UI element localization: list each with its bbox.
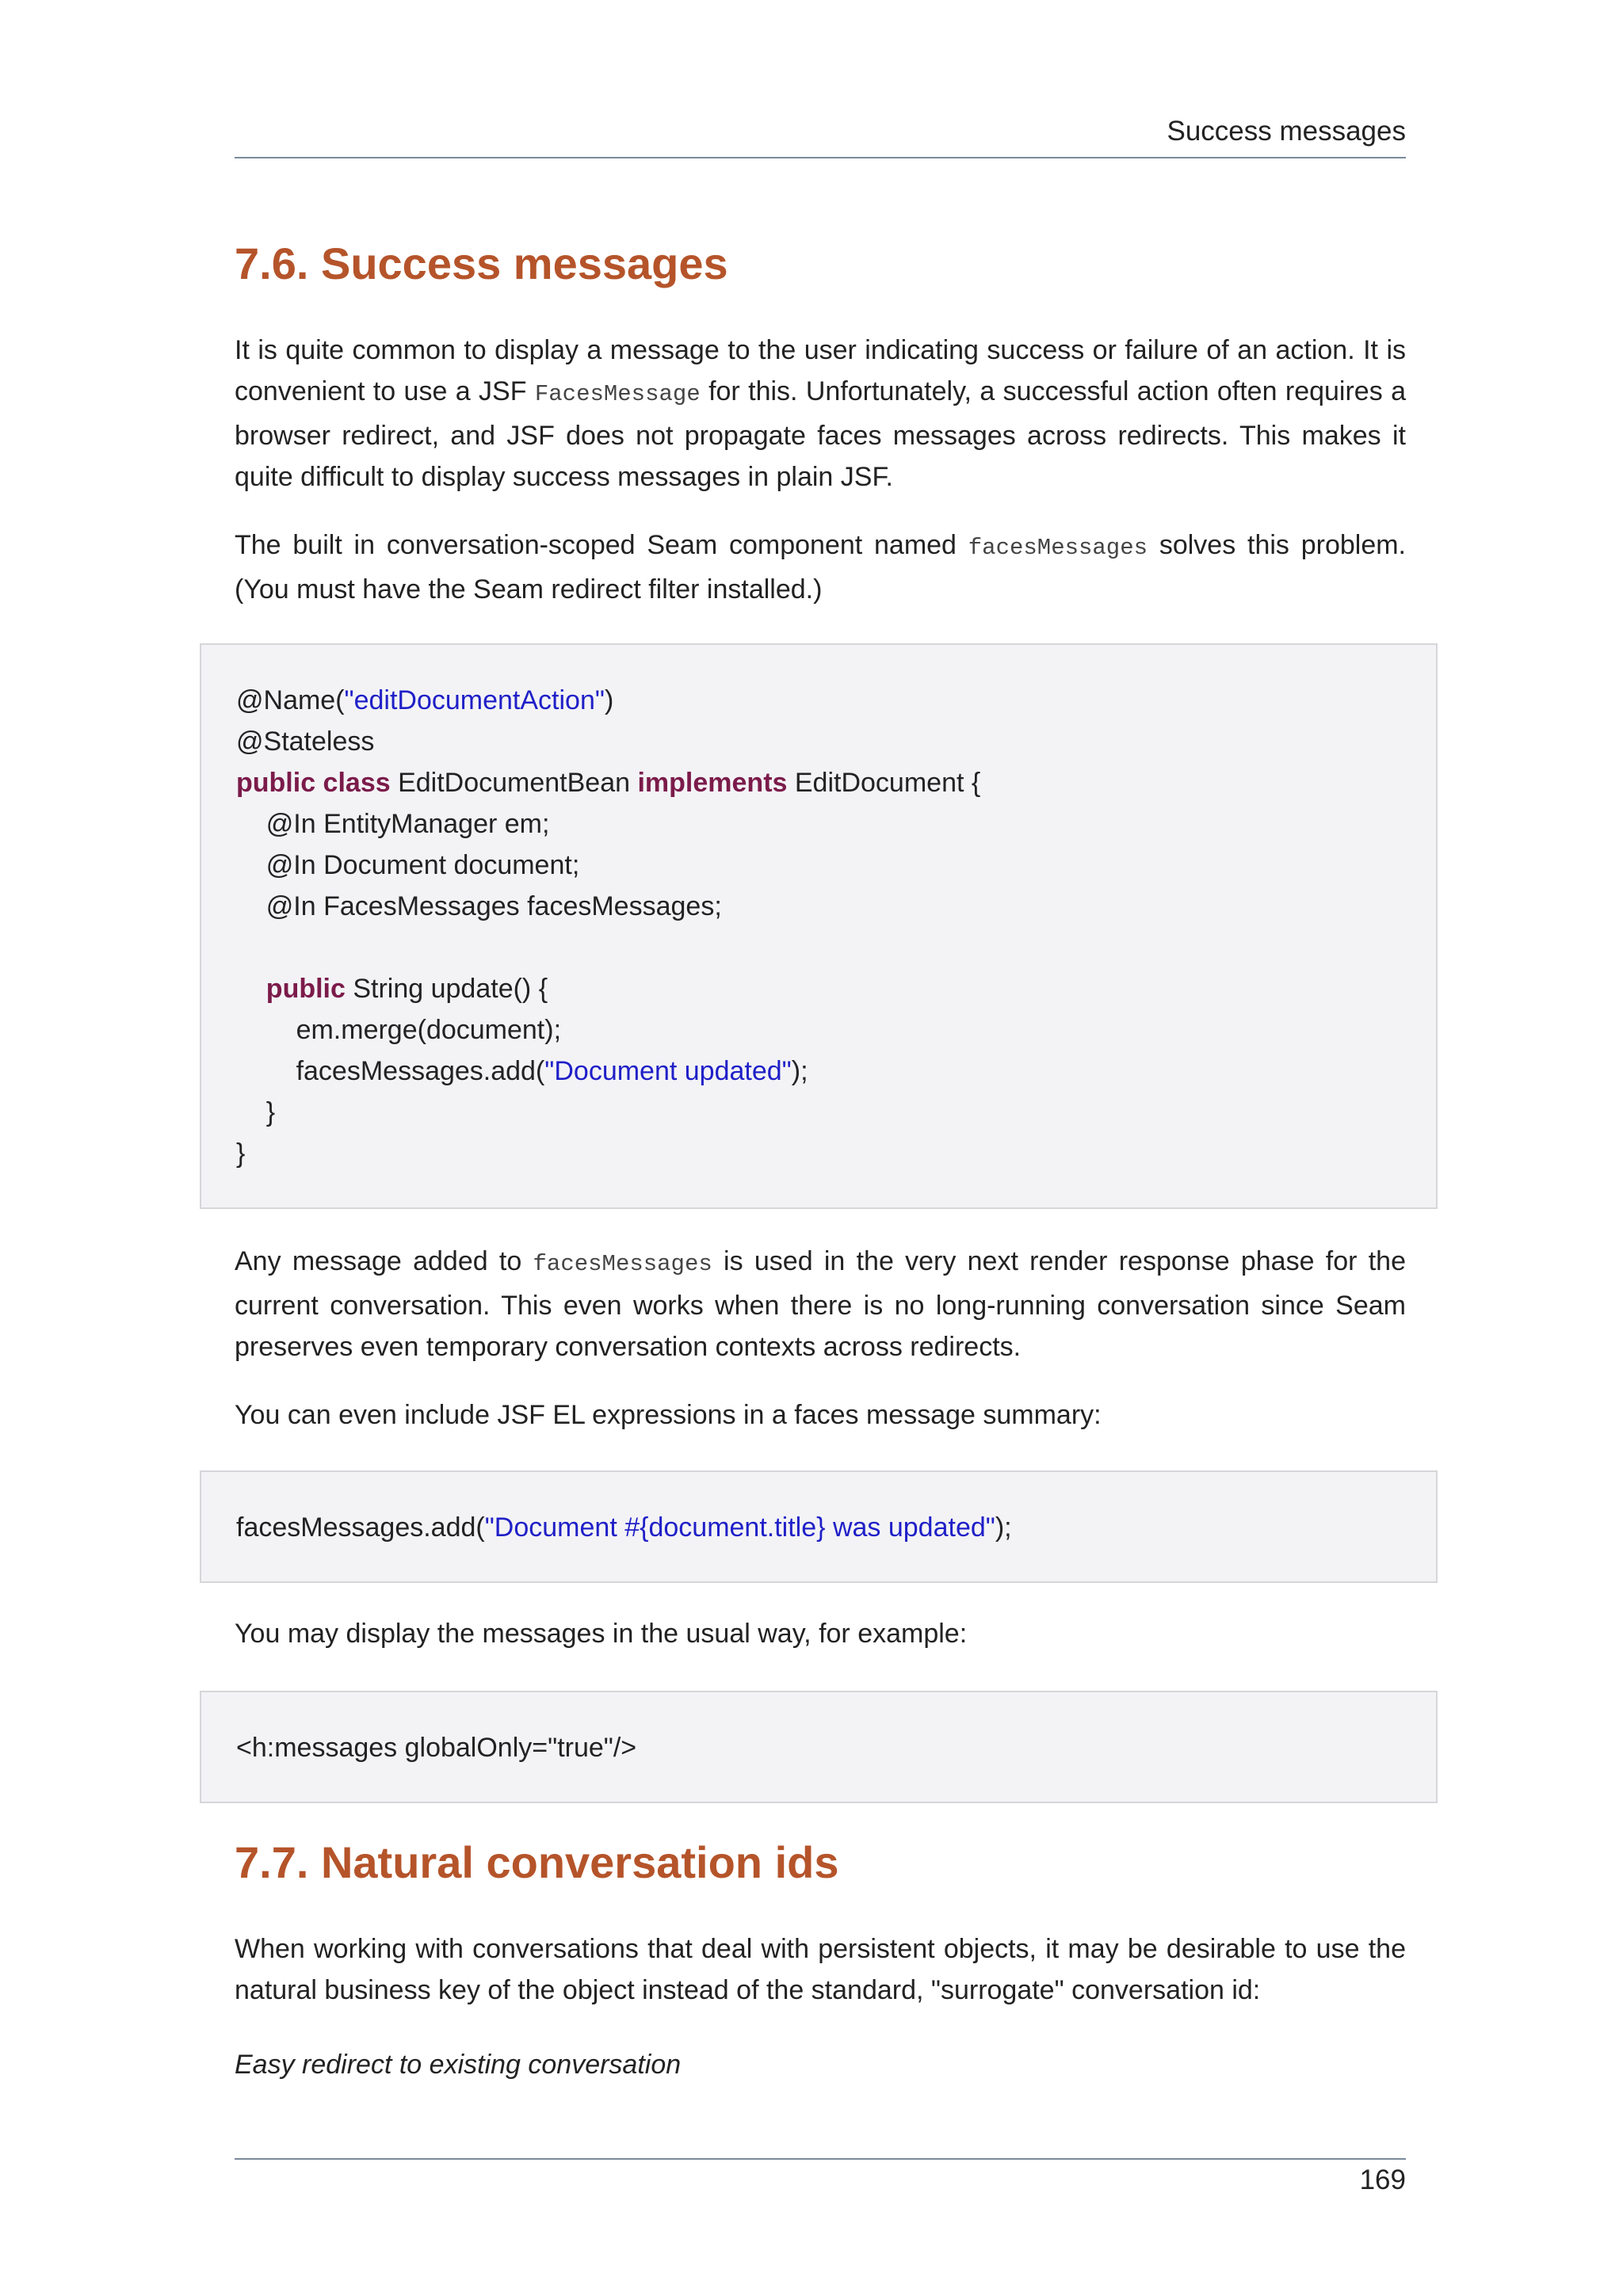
paragraph-el-expressions: You can even include JSF EL expressions in a faces message summary: <box>235 1400 1102 1430</box>
inline-code: facesMessages <box>533 1251 712 1277</box>
paragraph-text: for this. Unfortunately, a successful action often requires a browser redirect, and JSF does not propagate faces messages across redirects. This makes it quite difficult to display success messages in plain JSF. <box>235 376 1406 492</box>
paragraph-text: is used in the very next render response phase for the current conversation. This even works when there is no long-running conversation since Seam preserves even temporary conversation contexts across redirects. <box>235 1246 1406 1362</box>
paragraph-intro <box>235 330 1406 498</box>
section-heading-7-7: 7.7. Natural conversation ids <box>235 1837 839 1887</box>
paragraph-render-phase <box>235 1241 1406 1367</box>
code-listing: facesMessages.add("Document #{document.title} was updated"); <box>236 1512 1012 1543</box>
inline-code: FacesMessage <box>534 381 701 407</box>
paragraph-text: The built in conversation-scoped Seam component named <box>235 530 968 560</box>
code-block-bean <box>200 643 1438 1209</box>
inline-code: facesMessages <box>968 535 1148 561</box>
code-listing: @Name("editDocumentAction") @Stateless public class EditDocumentBean implements EditDocument { @In EntityManager em; @In Document document; @In FacesMessages facesMessages; public String update() { em.merge(document); facesMessages.add("Document updated"); } } <box>236 685 981 1169</box>
header-rule <box>235 157 1406 158</box>
code-block-messages-tag <box>200 1691 1438 1803</box>
paragraph-display-messages: You may display the messages in the usual way, for example: <box>235 1619 968 1649</box>
paragraph-text: solves this problem. (You must have the Seam redirect filter installed.) <box>235 530 1406 605</box>
code-block-el-message <box>200 1470 1438 1583</box>
paragraph-text: Any message added to <box>235 1246 533 1276</box>
paragraph-natural-ids: When working with conversations that deal with persistent objects, it may be desirable to use the natural business key of the object instead of the standard, "surrogate" conversation id: <box>235 1934 1406 2005</box>
footer-rule <box>235 2158 1406 2160</box>
section-heading-7-6: 7.6. Success messages <box>235 238 728 288</box>
page-number: 169 <box>1359 2164 1406 2195</box>
paragraph-component <box>235 524 1406 610</box>
running-header: Success messages <box>1167 116 1406 147</box>
example-caption: Easy redirect to existing conversation <box>235 2050 682 2080</box>
paragraph-text: It is quite common to display a message to the user indicating success or failure of an action. It is convenient to use a JSF <box>235 335 1406 406</box>
code-listing: <h:messages globalOnly="true"/> <box>236 1733 637 1763</box>
